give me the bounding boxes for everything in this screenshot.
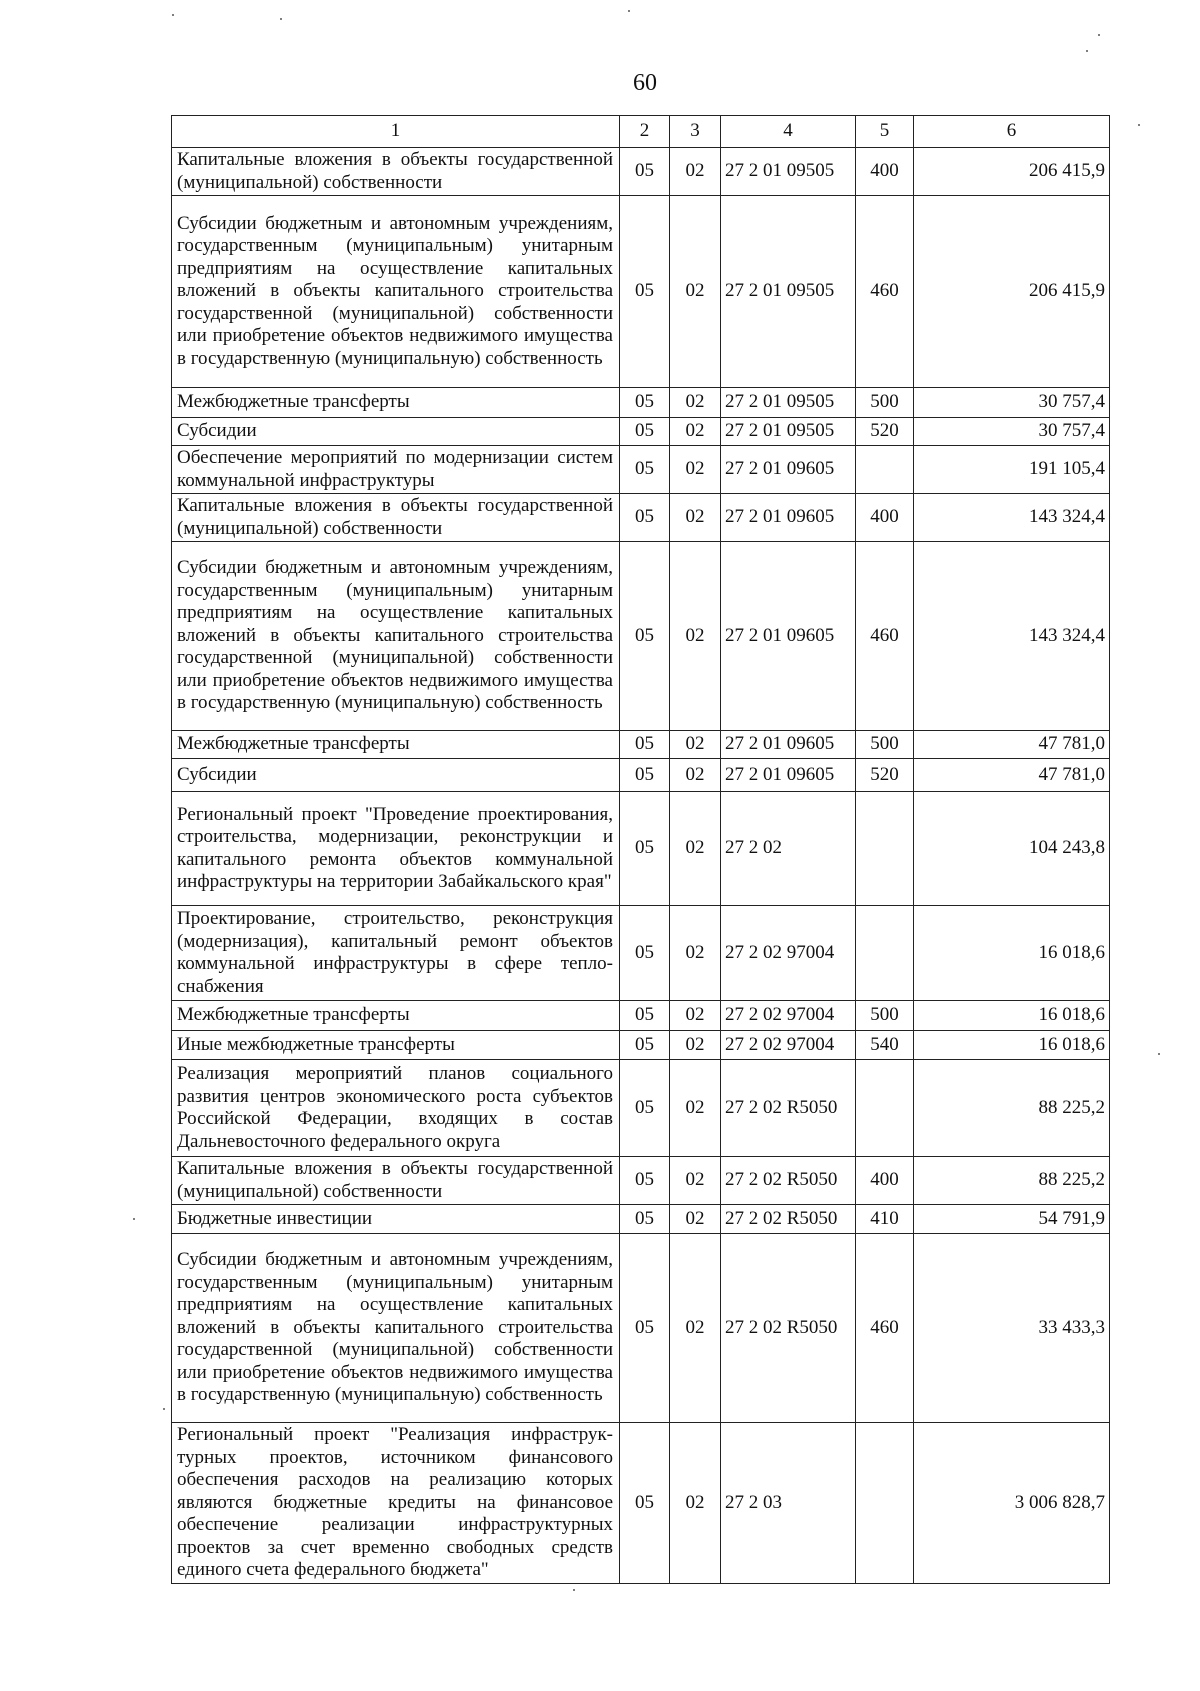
row-target-code: 27 2 03 xyxy=(721,1423,856,1584)
row-description: Капитальные вложения в объекты государственной (муниципальной) собственности xyxy=(172,1157,620,1205)
row-target-code: 27 2 02 97004 xyxy=(721,1031,856,1060)
row-subsection: 02 xyxy=(670,1001,721,1031)
table-row xyxy=(172,446,1110,494)
row-section: 05 xyxy=(620,1234,670,1423)
row-target-code: 27 2 01 09505 xyxy=(721,196,856,388)
table-row xyxy=(172,1205,1110,1234)
row-description: Капитальные вложения в объекты государственной (муниципальной) собственности xyxy=(172,494,620,542)
row-expense-type: 500 xyxy=(856,1001,914,1031)
row-target-code: 27 2 01 09605 xyxy=(721,446,856,494)
table-row xyxy=(172,731,1110,759)
row-target-code: 27 2 02 R5050 xyxy=(721,1157,856,1205)
row-amount: 143 324,4 xyxy=(914,494,1110,542)
row-target-code: 27 2 02 R5050 xyxy=(721,1205,856,1234)
scan-speck xyxy=(1098,34,1100,36)
scan-speck xyxy=(1086,50,1088,52)
scan-speck xyxy=(628,10,630,12)
table-row xyxy=(172,1423,1110,1584)
scan-speck xyxy=(1138,124,1140,126)
row-description: Региональный проект "Проведение проектирования, строительства, модернизации, реконструкции и капитального ремонта объектов коммунальной инфраструктуры на территории Забайкальского края" xyxy=(172,792,620,906)
row-target-code: 27 2 01 09605 xyxy=(721,759,856,792)
row-amount: 3 006 828,7 xyxy=(914,1423,1110,1584)
row-expense-type xyxy=(856,1423,914,1584)
row-amount: 104 243,8 xyxy=(914,792,1110,906)
row-description: Бюджетные инвестиции xyxy=(172,1205,620,1234)
row-subsection: 02 xyxy=(670,731,721,759)
row-amount: 16 018,6 xyxy=(914,1031,1110,1060)
row-target-code: 27 2 02 R5050 xyxy=(721,1234,856,1423)
row-section: 05 xyxy=(620,446,670,494)
header-cell: 1 xyxy=(172,116,620,148)
row-target-code: 27 2 01 09505 xyxy=(721,388,856,418)
row-expense-type: 410 xyxy=(856,1205,914,1234)
row-subsection: 02 xyxy=(670,1423,721,1584)
table-row xyxy=(172,1234,1110,1423)
row-description: Реализация мероприятий планов социального развития центров экономического роста субъектов Российской Федерации, входящих в состав Дальневосточного федерального округа xyxy=(172,1060,620,1157)
row-section: 05 xyxy=(620,494,670,542)
budget-table xyxy=(171,115,1110,1584)
row-subsection: 02 xyxy=(670,1060,721,1157)
row-amount: 47 781,0 xyxy=(914,759,1110,792)
row-target-code: 27 2 01 09605 xyxy=(721,731,856,759)
row-section: 05 xyxy=(620,1031,670,1060)
table-body xyxy=(172,148,1110,1584)
row-description: Проектирование, строительство, реконструкция (модернизация), капитальный ремонт объектов коммунальной инфраструктуры в сфере теплоснабжения xyxy=(172,906,620,1001)
row-expense-type xyxy=(856,792,914,906)
scan-speck xyxy=(1158,1053,1160,1055)
row-section: 05 xyxy=(620,1205,670,1234)
row-subsection: 02 xyxy=(670,1205,721,1234)
row-description: Межбюджетные трансферты xyxy=(172,1001,620,1031)
row-expense-type: 500 xyxy=(856,388,914,418)
row-section: 05 xyxy=(620,1060,670,1157)
row-section: 05 xyxy=(620,906,670,1001)
row-section: 05 xyxy=(620,1157,670,1205)
row-amount: 191 105,4 xyxy=(914,446,1110,494)
row-section: 05 xyxy=(620,792,670,906)
row-target-code: 27 2 01 09605 xyxy=(721,494,856,542)
table-row xyxy=(172,542,1110,731)
row-description: Обеспечение мероприятий по модернизации систем коммунальной инфраструктуры xyxy=(172,446,620,494)
row-description: Субсидии бюджетным и автономным учреждениям, государственным (муниципальным) унитарным предприятиям на осуществление капитальных вложений в объекты капитального строительства государственной (муниципальной) собственности или приобретение объектов недвижимого имущества в государственную (муниципальную) собственность xyxy=(172,196,620,388)
row-subsection: 02 xyxy=(670,148,721,196)
table-row xyxy=(172,1157,1110,1205)
header-row xyxy=(172,116,1110,148)
row-expense-type: 400 xyxy=(856,494,914,542)
row-subsection: 02 xyxy=(670,388,721,418)
row-subsection: 02 xyxy=(670,1234,721,1423)
row-expense-type: 400 xyxy=(856,148,914,196)
table-row xyxy=(172,388,1110,418)
row-expense-type xyxy=(856,906,914,1001)
table-row xyxy=(172,494,1110,542)
row-target-code: 27 2 02 R5050 xyxy=(721,1060,856,1157)
row-section: 05 xyxy=(620,196,670,388)
row-expense-type xyxy=(856,1060,914,1157)
row-description: Субсидии xyxy=(172,418,620,446)
row-subsection: 02 xyxy=(670,1031,721,1060)
row-expense-type: 520 xyxy=(856,418,914,446)
row-section: 05 xyxy=(620,1423,670,1584)
table-row xyxy=(172,792,1110,906)
row-amount: 30 757,4 xyxy=(914,388,1110,418)
row-amount: 206 415,9 xyxy=(914,148,1110,196)
scan-speck xyxy=(280,18,282,20)
row-description: Межбюджетные трансферты xyxy=(172,731,620,759)
scan-speck xyxy=(133,1218,135,1220)
row-amount: 16 018,6 xyxy=(914,906,1110,1001)
page-number: 60 xyxy=(633,70,657,96)
table-row xyxy=(172,418,1110,446)
row-description: Региональный проект "Реализация инфраструктурных проектов, источником финансового обеспечения расходов на реализацию которых являются бюджетные кредиты на финансовое обеспечение реализации инфраструктурных проектов за счет временно свободных средств единого счета федерального бюджета" xyxy=(172,1423,620,1584)
row-expense-type: 520 xyxy=(856,759,914,792)
scan-speck xyxy=(163,1408,165,1410)
row-section: 05 xyxy=(620,418,670,446)
row-expense-type: 540 xyxy=(856,1031,914,1060)
row-section: 05 xyxy=(620,759,670,792)
row-amount: 33 433,3 xyxy=(914,1234,1110,1423)
row-subsection: 02 xyxy=(670,494,721,542)
table-row xyxy=(172,759,1110,792)
row-section: 05 xyxy=(620,388,670,418)
row-subsection: 02 xyxy=(670,759,721,792)
row-subsection: 02 xyxy=(670,542,721,731)
row-target-code: 27 2 02 97004 xyxy=(721,906,856,1001)
row-subsection: 02 xyxy=(670,418,721,446)
scan-speck xyxy=(172,14,174,16)
row-amount: 30 757,4 xyxy=(914,418,1110,446)
table-row xyxy=(172,1060,1110,1157)
row-target-code: 27 2 02 97004 xyxy=(721,1001,856,1031)
row-section: 05 xyxy=(620,542,670,731)
row-amount: 206 415,9 xyxy=(914,196,1110,388)
row-expense-type: 460 xyxy=(856,1234,914,1423)
row-description: Субсидии бюджетным и автономным учреждениям, государственным (муниципальным) унитарным предприятиям на осуществление капитальных вложений в объекты капитального строительства государственной (муниципальной) собственности или приобретение объектов недвижимого имущества в государственную (муниципальную) собственность xyxy=(172,1234,620,1423)
row-description: Иные межбюджетные трансферты xyxy=(172,1031,620,1060)
row-amount: 16 018,6 xyxy=(914,1001,1110,1031)
header-cell: 6 xyxy=(914,116,1110,148)
scan-speck xyxy=(573,1589,575,1591)
row-amount: 88 225,2 xyxy=(914,1157,1110,1205)
row-expense-type: 400 xyxy=(856,1157,914,1205)
row-description: Межбюджетные трансферты xyxy=(172,388,620,418)
row-description: Субсидии бюджетным и автономным учреждениям, государственным (муниципальным) унитарным предприятиям на осуществление капитальных вложений в объекты капитального строительства государственной (муниципальной) собственности или приобретение объектов недвижимого имущества в государственную (муниципальную) собственность xyxy=(172,542,620,731)
row-description: Капитальные вложения в объекты государственной (муниципальной) собственности xyxy=(172,148,620,196)
row-subsection: 02 xyxy=(670,446,721,494)
row-target-code: 27 2 01 09605 xyxy=(721,542,856,731)
header-cell: 2 xyxy=(620,116,670,148)
row-section: 05 xyxy=(620,731,670,759)
row-description: Субсидии xyxy=(172,759,620,792)
table-row xyxy=(172,1031,1110,1060)
row-amount: 54 791,9 xyxy=(914,1205,1110,1234)
header-cell: 5 xyxy=(856,116,914,148)
row-subsection: 02 xyxy=(670,792,721,906)
row-amount: 143 324,4 xyxy=(914,542,1110,731)
row-subsection: 02 xyxy=(670,906,721,1001)
row-expense-type: 460 xyxy=(856,196,914,388)
header-cell: 4 xyxy=(721,116,856,148)
table-row xyxy=(172,1001,1110,1031)
row-amount: 47 781,0 xyxy=(914,731,1110,759)
row-expense-type: 460 xyxy=(856,542,914,731)
row-subsection: 02 xyxy=(670,1157,721,1205)
row-subsection: 02 xyxy=(670,196,721,388)
row-expense-type xyxy=(856,446,914,494)
header-cell: 3 xyxy=(670,116,721,148)
row-target-code: 27 2 02 xyxy=(721,792,856,906)
table-row xyxy=(172,906,1110,1001)
row-expense-type: 500 xyxy=(856,731,914,759)
row-section: 05 xyxy=(620,148,670,196)
table-row xyxy=(172,148,1110,196)
table-row xyxy=(172,196,1110,388)
row-amount: 88 225,2 xyxy=(914,1060,1110,1157)
row-target-code: 27 2 01 09505 xyxy=(721,418,856,446)
row-section: 05 xyxy=(620,1001,670,1031)
row-target-code: 27 2 01 09505 xyxy=(721,148,856,196)
